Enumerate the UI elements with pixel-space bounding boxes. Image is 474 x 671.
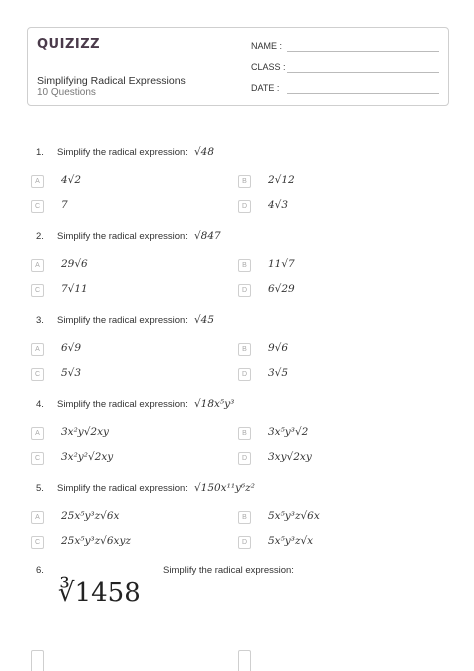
option-text: 6√29 [268,283,295,295]
option-b-partial[interactable] [238,650,251,671]
question-5 [36,482,255,494]
option-text: 4√3 [268,199,289,211]
option-a-partial[interactable] [31,650,44,671]
option-text: 7√11 [61,283,88,295]
option-text: 5√3 [61,367,82,379]
worksheet-title: Simplifying Radical Expressions [37,75,186,87]
question-number: 3. [36,315,44,326]
option-letter: B [238,259,251,272]
option-text: 11√7 [268,258,295,270]
question-prompt: Simplify the radical expression: [57,483,188,494]
option-text: 25x⁵y³z√6xyz [61,535,131,547]
question-expression: √45 [193,314,215,326]
question-6-expression: ∛1458 [58,578,141,608]
option-letter: C [31,200,44,213]
option-text: 2√12 [268,174,295,186]
option-letter: C [31,536,44,549]
option-text: 4√2 [61,174,82,186]
question-3 [36,314,214,326]
question-1 [36,146,214,158]
date-label: DATE : [251,83,280,93]
question-number: 2. [36,231,44,242]
option-text: 3x⁵y³√2 [268,426,309,438]
option-letter: B [238,511,251,524]
question-6-number: 6. [36,565,44,576]
option-letter: A [31,259,44,272]
option-letter: D [238,200,251,213]
option-text: 3x²y²√2xy [61,451,114,463]
question-prompt: Simplify the radical expression: [57,231,188,242]
option-letter: D [238,452,251,465]
option-text: 25x⁵y³z√6x [61,510,120,522]
question-expression: √18x⁵y³ [193,398,235,410]
question-count: 10 Questions [37,87,96,98]
worksheet-header [27,27,449,106]
name-field[interactable] [251,41,282,51]
option-text: 3√5 [268,367,289,379]
class-label: CLASS : [251,62,286,72]
date-field[interactable] [251,83,279,93]
date-line [287,93,439,94]
option-text: 29√6 [61,258,88,270]
option-letter: C [31,284,44,297]
quizizz-logo: QUIZIZZ [37,37,101,52]
option-letter: B [238,427,251,440]
question-expression: √150x¹¹y⁶z² [193,482,255,494]
question-number: 5. [36,483,44,494]
question-4 [36,398,234,410]
option-text: 3x²y√2xy [61,426,109,438]
option-letter: A [31,175,44,188]
option-letter: D [238,536,251,549]
name-line [287,51,439,52]
question-prompt: Simplify the radical expression: [57,147,188,158]
option-letter: A [31,343,44,356]
question-6-prompt: Simplify the radical expression: [163,565,294,576]
question-number: 1. [36,147,44,158]
option-text: 5x⁵y³z√6x [268,510,320,522]
option-letter: B [238,343,251,356]
question-prompt: Simplify the radical expression: [57,399,188,410]
option-letter: C [31,452,44,465]
question-expression: √48 [193,146,215,158]
option-letter: C [31,368,44,381]
question-number: 4. [36,399,44,410]
class-field[interactable] [251,62,286,72]
option-letter: D [238,284,251,297]
question-2 [36,230,221,242]
option-text: 5x⁵y³z√x [268,535,314,547]
question-prompt: Simplify the radical expression: [57,315,188,326]
option-text: 7 [61,199,68,211]
option-text: 9√6 [268,342,289,354]
name-label: NAME : [251,41,283,51]
option-letter: D [238,368,251,381]
option-letter: B [238,175,251,188]
class-line [287,72,439,73]
option-letter: A [31,511,44,524]
option-text: 6√9 [61,342,82,354]
question-expression: √847 [193,230,221,242]
option-letter: A [31,427,44,440]
option-text: 3xy√2xy [268,451,312,463]
